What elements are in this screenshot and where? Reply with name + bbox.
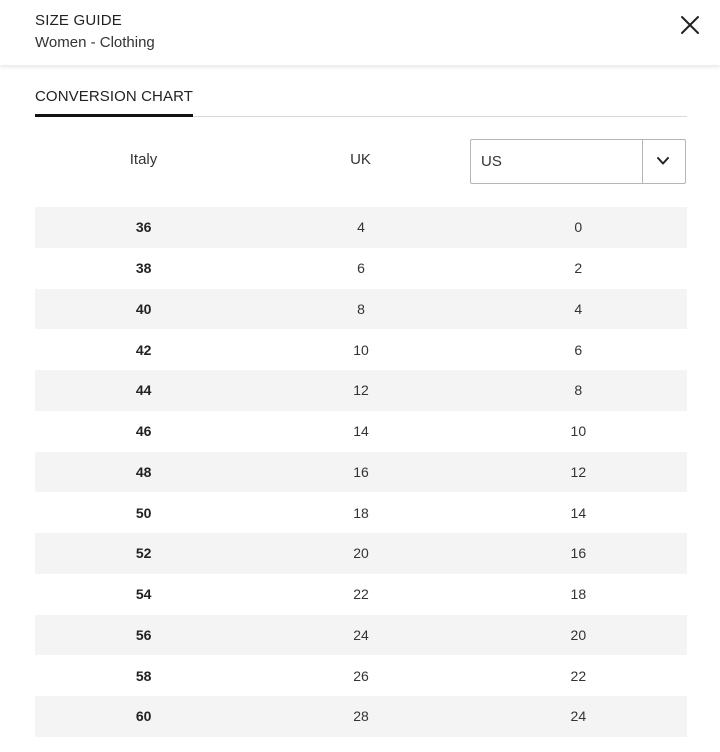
modal-title: SIZE GUIDE bbox=[35, 12, 123, 29]
cell-italy: 38 bbox=[135, 260, 152, 277]
table-row bbox=[35, 289, 687, 330]
cell-uk: 12 bbox=[353, 382, 369, 399]
cell-uk: 20 bbox=[353, 545, 369, 562]
table-row bbox=[35, 533, 687, 574]
table-row bbox=[35, 492, 687, 533]
table-row bbox=[35, 248, 687, 289]
cell-italy: 60 bbox=[135, 708, 152, 725]
cell-us: 0 bbox=[574, 219, 583, 236]
cell-italy: 48 bbox=[135, 463, 152, 480]
cell-us: 14 bbox=[570, 504, 587, 521]
size-system-select[interactable] bbox=[470, 139, 686, 184]
cell-italy: 46 bbox=[135, 423, 152, 440]
cell-italy: 54 bbox=[135, 586, 152, 603]
close-icon bbox=[678, 13, 702, 37]
table-row bbox=[35, 370, 687, 411]
cell-us: 12 bbox=[570, 463, 587, 480]
cell-uk: 14 bbox=[353, 423, 369, 440]
table-row bbox=[35, 411, 687, 452]
cell-us: 10 bbox=[570, 423, 587, 440]
table-row bbox=[35, 574, 687, 615]
cell-uk: 10 bbox=[353, 341, 369, 358]
cell-italy: 40 bbox=[135, 300, 152, 317]
cell-italy: 52 bbox=[135, 545, 152, 562]
cell-us: 22 bbox=[570, 667, 587, 684]
cell-uk: 22 bbox=[353, 586, 369, 603]
cell-uk: 26 bbox=[353, 667, 369, 684]
cell-italy: 56 bbox=[135, 626, 152, 643]
table-row bbox=[35, 207, 687, 248]
table-row bbox=[35, 615, 687, 656]
cell-italy: 44 bbox=[135, 382, 152, 399]
cell-us: 16 bbox=[570, 545, 587, 562]
cell-us: 6 bbox=[574, 341, 583, 358]
table-row bbox=[35, 655, 687, 696]
cell-uk: 8 bbox=[357, 300, 365, 317]
column-header-italy: Italy bbox=[129, 151, 158, 168]
modal-subtitle: Women - Clothing bbox=[35, 34, 155, 51]
chevron-down-icon[interactable] bbox=[656, 156, 670, 166]
tab-conversion-chart[interactable]: CONVERSION CHART bbox=[35, 88, 193, 117]
cell-uk: 6 bbox=[357, 260, 365, 277]
table-row bbox=[35, 696, 687, 737]
cell-us: 24 bbox=[570, 708, 587, 725]
table-row bbox=[35, 329, 687, 370]
cell-uk: 24 bbox=[353, 626, 369, 643]
cell-uk: 4 bbox=[357, 219, 365, 236]
close-button[interactable] bbox=[678, 13, 702, 37]
cell-us: 18 bbox=[570, 586, 587, 603]
cell-italy: 42 bbox=[135, 341, 152, 358]
cell-italy: 36 bbox=[135, 219, 152, 236]
modal-header bbox=[0, 0, 720, 65]
cell-uk: 28 bbox=[353, 708, 369, 725]
cell-us: 20 bbox=[570, 626, 587, 643]
cell-italy: 58 bbox=[135, 667, 152, 684]
cell-uk: 18 bbox=[353, 504, 369, 521]
column-header-uk: UK bbox=[350, 151, 371, 168]
size-conversion-table bbox=[35, 207, 687, 737]
size-system-select-value: US bbox=[481, 153, 502, 170]
cell-us: 2 bbox=[574, 260, 583, 277]
cell-us: 4 bbox=[574, 300, 583, 317]
cell-us: 8 bbox=[574, 382, 583, 399]
select-divider bbox=[642, 140, 643, 183]
table-row bbox=[35, 452, 687, 493]
cell-italy: 50 bbox=[135, 504, 152, 521]
cell-uk: 16 bbox=[353, 463, 369, 480]
tab-bar bbox=[35, 88, 687, 117]
